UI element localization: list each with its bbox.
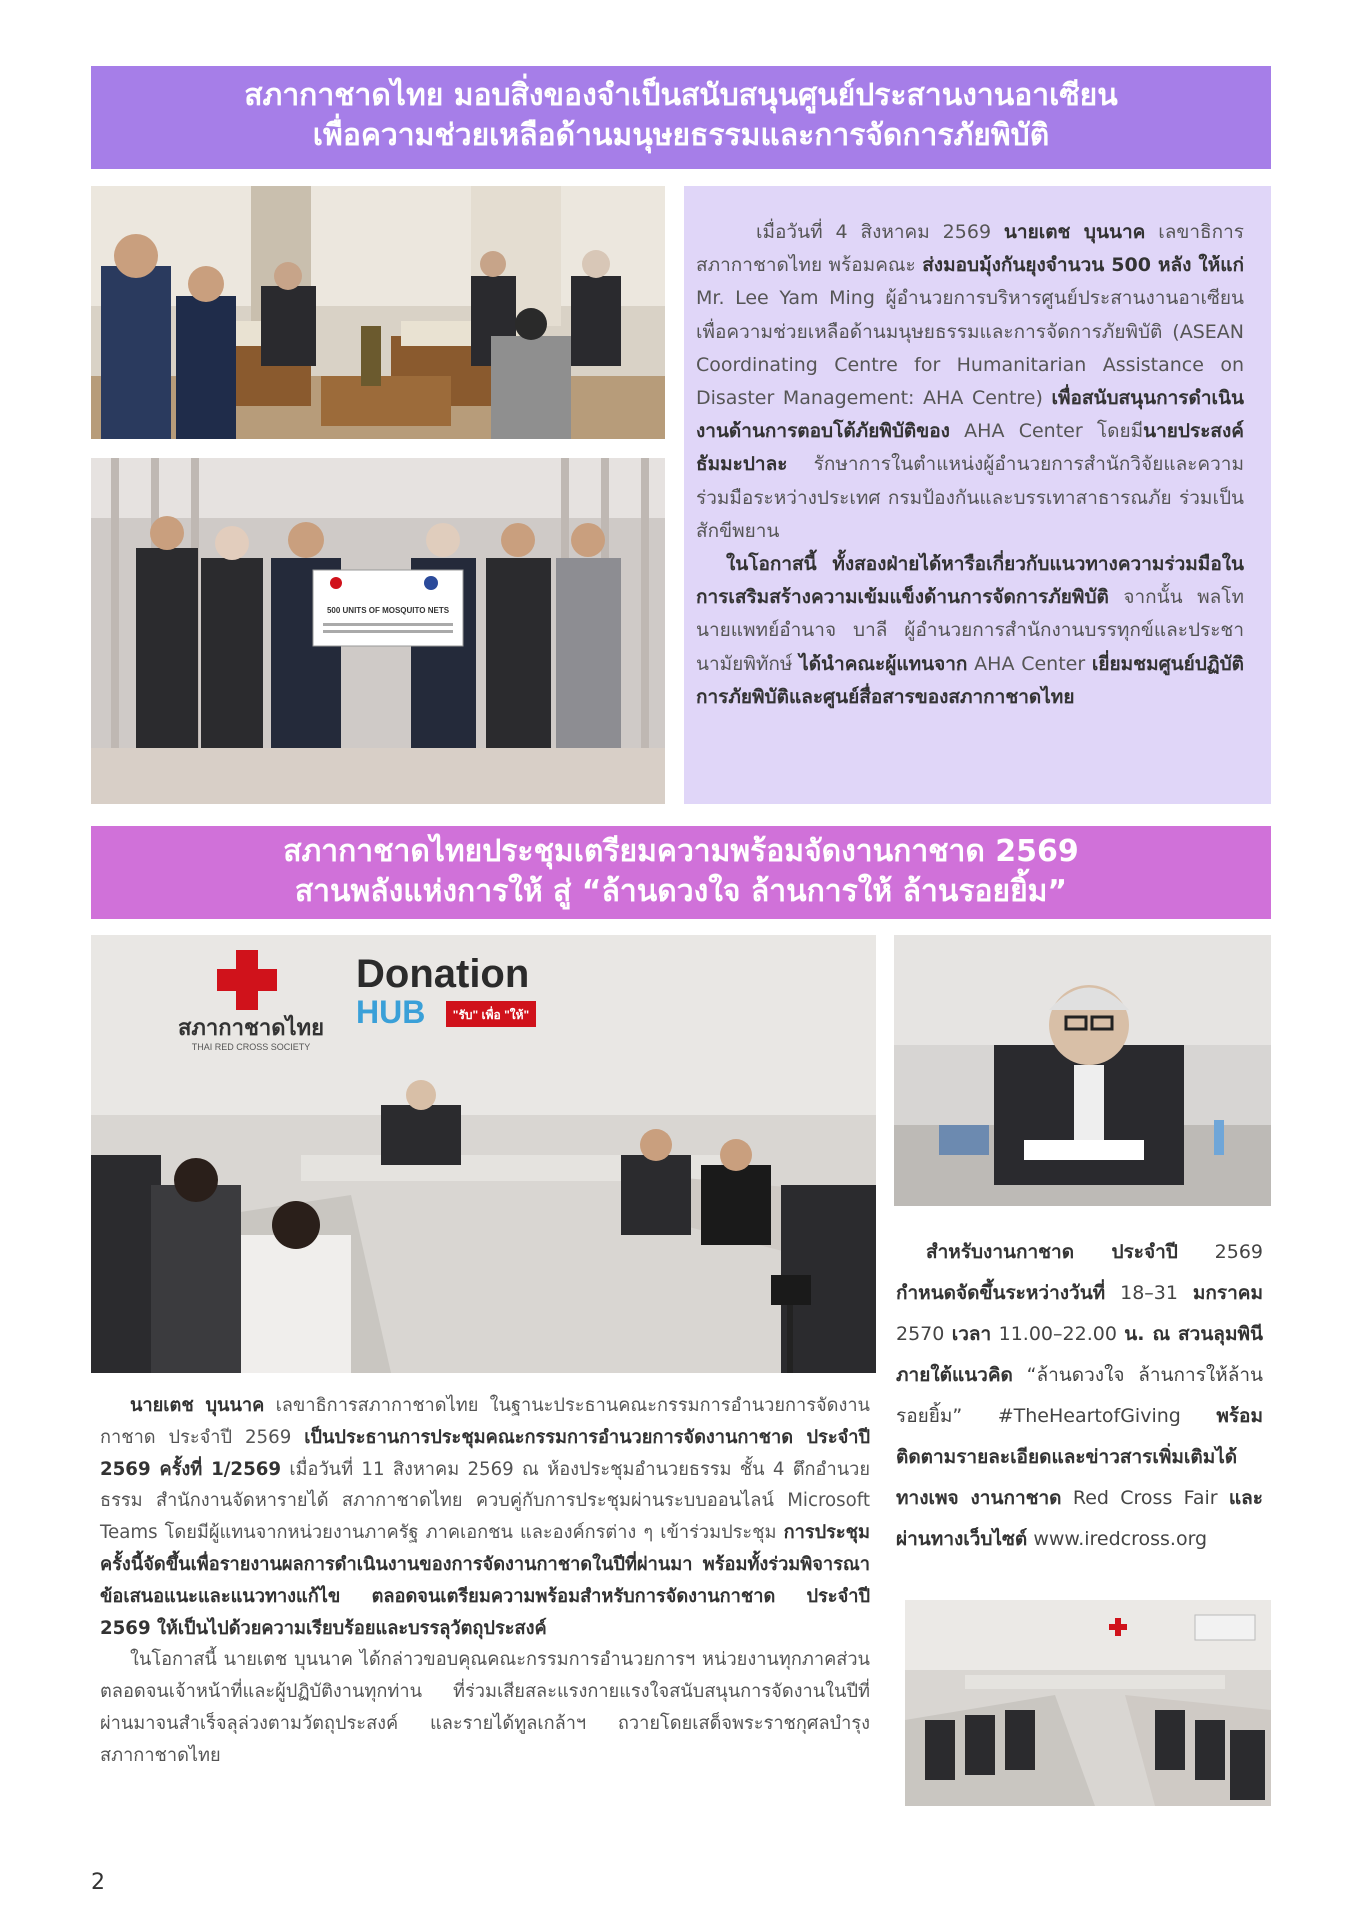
section2-title-line1: สภากาชาดไทยประชุมเตรียมความพร้อมจัดงานกาชาด 2569 (283, 834, 1079, 869)
hub-text: HUB (356, 994, 426, 1030)
donation-text: Donation (356, 952, 530, 996)
page-number: 2 (91, 1870, 105, 1895)
hub-tag-text: "รับ" เพื่อ "ให้" (452, 1008, 530, 1022)
section1-title-banner (91, 66, 1271, 169)
section2-side-text (896, 1232, 1263, 1560)
section1-paragraph1: เมื่อวันที่ 4 สิงหาคม 2569 นายเตช บุนนาค เลขาธิการสภากาชาดไทย พร้อมคณะ ส่งมอบมุ้งกันยุงจำนวน 500 หลัง ให้แก่ Mr. Lee Yam Ming ผู้อำนวยการบริหารศูนย์ประสานงานอาเซียนเพื่อความช่วยเหลือด้านมนุษยธรรมและการจัดการภัยพิบัติ (ASEAN Coordinating Centre for Humanitarian Assistance on Disaster Management: AHA Centre) เพื่อสนับสนุนการดำเนินงานด้านการตอบโต้ภัยพิบัติของ AHA Center โดยมีนายประสงค์ ธัมมะปาละ รักษาการในตำแหน่งผู้อำนวยการสำนักวิจัยและความร่วมมือระหว่างประเทศ กรมป้องกันและบรรเทาสาธารณภัย ร่วมเป็นสักขีพยาน (696, 221, 1244, 542)
section2-title-banner (91, 826, 1271, 919)
section1-title-line1: สภากาชาดไทย มอบสิ่งของจำเป็นสนับสนุนศูนย์ประสานงานอาเซียน (244, 78, 1118, 113)
logo-sub-text: THAI RED CROSS SOCIETY (191, 1042, 311, 1052)
section2-body-paragraph2: ในโอกาสนี้ นายเตช บุนนาค ได้กล่าวขอบคุณคณะกรรมการอำนวยการฯ หน่วยงานทุกภาคส่วน ตลอดจนเจ้าหน้าที่และผู้ปฏิบัติงานทุกท่าน ที่ร่วมเสียสละแรงกายแรงใจสนับสนุนการจัดงานในปีที่ผ่านมาจนสำเร็จลุล่วงตามวัตถุประสงค์ และรายได้ทูลเกล้าฯ ถวายโดยเสด็จพระราชกุศลบำรุงสภากาชาดไทย (100, 1649, 870, 1766)
section1-text-panel (684, 186, 1271, 804)
photo-meeting-wide (905, 1600, 1271, 1806)
photo-handover-group (91, 458, 665, 804)
section1-title-line2: เพื่อความช่วยเหลือด้านมนุษยธรรมและการจัดการภัยพิบัติ (312, 118, 1050, 153)
section1-paragraph2: ในโอกาสนี้ ทั้งสองฝ่ายได้หารือเกี่ยวกับแนวทางความร่วมมือในการเสริมสร้างความเข้มแข็งด้านการจัดการภัยพิบัติ จากนั้น พลโท นายแพทย์อำนาจ บาลี ผู้อำนวยการสำนักงานบรรทุกข์และประชานามัยพิทักษ์ ได้นำคณะผู้แทนจาก AHA Center เยี่ยมชมศูนย์ปฏิบัติการภัยพิบัติและศูนย์สื่อสารของสภากาชาดไทย (696, 553, 1244, 708)
photo-meeting-lounge (91, 186, 665, 439)
section2-body-text (100, 1390, 870, 1772)
photo-conference-room (91, 935, 876, 1373)
section2-body-paragraph1: นายเตช บุนนาค เลขาธิการสภากาชาดไทย ในฐานะประธานคณะกรรมการอำนวยการจัดงานกาชาด ประจำปี 2569 เป็นประธานการประชุมคณะกรรมการอำนวยการจัดงานกาชาด ประจำปี 2569 ครั้งที่ 1/2569 เมื่อวันที่ 11 สิงหาคม 2569 ณ ห้องประชุมอำนวยธรรม ชั้น 4 ตึกอำนวยธรรม สำนักงานจัดหารายได้ สภากาชาดไทย ควบคู่กับการประชุมผ่านระบบออนไลน์ Microsoft Teams โดยมีผู้แทนจากหน่วยงานภาครัฐ ภาคเอกชน และองค์กรต่าง ๆ เข้าร่วมประชุม การประชุมครั้งนี้จัดขึ้นเพื่อรายงานผลการดำเนินงานของการจัดงานกาชาดในปีที่ผ่านมา พร้อมทั้งร่วมพิจารณาข้อเสนอแนะและแนวทางแก้ไข ตลอดจนเตรียมความพร้อมสำหรับการจัดงานกาชาด ประจำปี 2569 ให้เป็นไปด้วยความเรียบร้อยและบรรลุวัตถุประสงค์ (100, 1395, 871, 1639)
section2-title-line2: สานพลังแห่งการให้ สู่ “ล้านดวงใจ ล้านการให้ ล้านรอยยิ้ม” (294, 874, 1068, 909)
section2-side-paragraph: สำหรับงานกาชาด ประจำปี 2569 กำหนดจัดขึ้นระหว่างวันที่ 18–31 มกราคม 2570 เวลา 11.00–22.00 น. ณ สวนลุมพินีภายใต้แนวคิด “ล้านดวงใจ ล้านการให้ล้านรอยยิ้ม” #TheHeartofGiving พร้อมติดตามรายละเอียดและข่าวสารเพิ่มเติมได้ทางเพจ งานกาชาด Red Cross Fair และผ่านทางเว็บไซต์ www.iredcross.org (896, 1241, 1263, 1550)
photo-chairman-portrait (894, 935, 1271, 1206)
logo-name-text: สภากาชาดไทย (178, 1015, 324, 1040)
board-text: 500 UNITS OF MOSQUITO NETS (326, 606, 450, 615)
